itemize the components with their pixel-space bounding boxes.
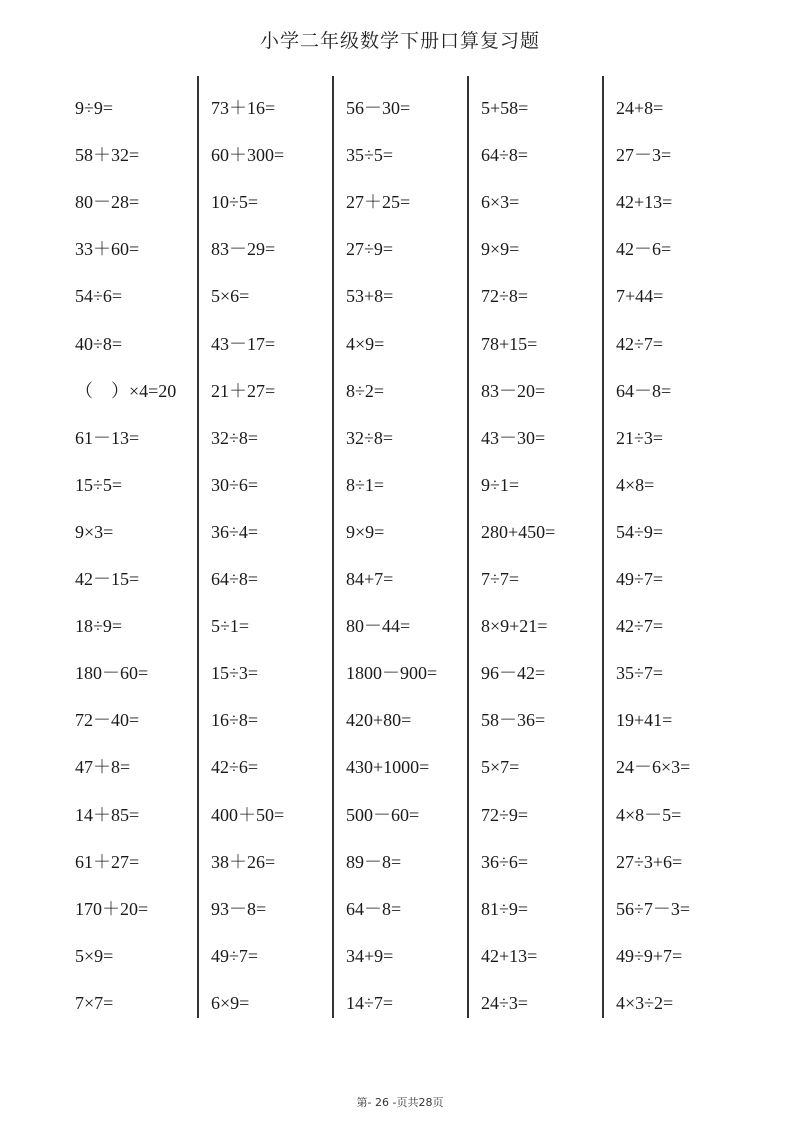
exercise-item: 7×7= [75, 992, 114, 1013]
exercise-item: 38＋26= [211, 851, 276, 872]
exercise-item: 36÷4= [211, 521, 259, 542]
exercise-item: 8×9+21= [481, 616, 548, 637]
exercise-item: 84+7= [346, 569, 394, 589]
exercise-item: 73＋16= [211, 98, 276, 118]
exercise-item: 9÷1= [481, 474, 520, 495]
exercise-item: 1800－900= [346, 663, 438, 684]
exercise-column-5 [603, 84, 739, 1018]
exercise-item: 47＋8= [75, 757, 131, 778]
exercise-item: 96－42= [481, 663, 546, 684]
exercise-item: 30÷6= [211, 474, 259, 495]
page-footer: 第- 26 -页共28页 [356, 1096, 444, 1109]
exercise-item: 6×3= [481, 192, 520, 213]
exercise-item: 56÷7－3= [616, 898, 691, 919]
exercise-item: 72÷9= [481, 804, 529, 825]
exercise-item: 400＋50= [211, 804, 285, 825]
exercise-item: 42÷6= [211, 757, 259, 778]
exercise-item: 58－36= [481, 710, 546, 731]
exercise-item: 4×9= [346, 333, 385, 354]
exercise-item: 6×9= [211, 992, 250, 1013]
exercise-item: 27＋25= [346, 192, 411, 213]
exercise-item: 81÷9= [481, 898, 529, 919]
exercise-item: 34+9= [346, 945, 394, 966]
exercise-item: 24÷3= [481, 992, 529, 1013]
exercise-item: 24－6×3= [616, 757, 691, 778]
exercise-item: 500－60= [346, 804, 420, 825]
exercise-item: 15÷5= [75, 474, 123, 495]
exercise-item: 27－3= [616, 145, 672, 166]
exercise-item: 64÷8= [481, 145, 529, 166]
exercise-item: 21＋27= [211, 380, 276, 401]
exercise-item: 49÷9+7= [616, 945, 683, 966]
exercise-item: 5×7= [481, 757, 520, 778]
exercise-item: 42－15= [75, 569, 140, 589]
exercise-item: 78+15= [481, 333, 538, 354]
exercise-item: 9÷9= [75, 98, 114, 118]
exercise-item: （ ）×4=20 [75, 380, 177, 401]
exercise-item: 24+8= [616, 98, 664, 118]
exercise-item: 7+44= [616, 286, 664, 307]
exercise-item: 16÷8= [211, 710, 259, 731]
exercise-item: 64－8= [616, 380, 672, 401]
exercise-item: 54÷6= [75, 286, 123, 307]
exercise-item: 83－29= [211, 239, 276, 260]
exercise-item: 49÷7= [616, 569, 664, 589]
exercise-item: 420+80= [346, 710, 412, 731]
exercise-item: 60＋300= [211, 145, 285, 166]
exercise-item: 72÷8= [481, 286, 529, 307]
page-title: 小学二年级数学下册口算复习题 [259, 30, 540, 52]
exercise-item: 32÷8= [211, 427, 259, 448]
exercise-item: 42÷7= [616, 616, 664, 637]
exercise-item: 36÷6= [481, 851, 529, 872]
exercise-item: 14＋85= [75, 804, 140, 825]
exercise-column-4 [468, 84, 604, 1018]
exercise-column-1 [62, 84, 198, 1018]
exercise-item: 4×3÷2= [616, 992, 674, 1013]
exercise-item: 180－60= [75, 663, 149, 684]
exercise-item: 72－40= [75, 710, 140, 731]
exercise-item: 9×9= [346, 521, 385, 542]
exercise-item: 27÷3+6= [616, 851, 683, 872]
exercise-item: 53+8= [346, 286, 394, 307]
exercise-item: 27÷9= [346, 239, 394, 260]
exercise-item: 61－13= [75, 427, 140, 448]
exercise-item: 5×9= [75, 945, 114, 966]
exercise-item: 170＋20= [75, 898, 149, 919]
exercise-item: 10÷5= [211, 192, 259, 213]
exercise-item: 35÷7= [616, 663, 664, 684]
exercise-item: 7÷7= [481, 569, 520, 589]
exercise-column-3 [333, 84, 469, 1018]
exercise-item: 42+13= [481, 945, 538, 966]
exercise-item: 64－8= [346, 898, 402, 919]
exercise-item: 89－8= [346, 851, 402, 872]
exercise-item: 5×6= [211, 286, 250, 307]
exercise-column-2 [198, 84, 334, 1018]
exercise-item: 280+450= [481, 521, 556, 542]
exercise-item: 4×8－5= [616, 804, 682, 825]
exercise-item: 19+41= [616, 710, 673, 731]
exercise-item: 64÷8= [211, 569, 259, 589]
exercise-item: 93－8= [211, 898, 267, 919]
exercise-item: 32÷8= [346, 427, 394, 448]
exercise-item: 40÷8= [75, 333, 123, 354]
exercise-item: 42÷7= [616, 333, 664, 354]
exercise-item: 9×3= [75, 521, 114, 542]
exercise-item: 430+1000= [346, 757, 430, 778]
exercise-item: 58＋32= [75, 145, 140, 166]
exercise-item: 42－6= [616, 239, 672, 260]
exercise-item: 42+13= [616, 192, 673, 213]
exercise-item: 43－17= [211, 333, 276, 354]
exercise-grid [62, 84, 742, 1018]
exercise-item: 14÷7= [346, 992, 394, 1013]
exercise-item: 80－28= [75, 192, 140, 213]
exercise-item: 33＋60= [75, 239, 140, 260]
exercise-item: 8÷2= [346, 380, 385, 401]
exercise-item: 43－30= [481, 427, 546, 448]
exercise-item: 18÷9= [75, 616, 123, 637]
exercise-item: 5÷1= [211, 616, 250, 637]
exercise-item: 49÷7= [211, 945, 259, 966]
exercise-item: 54÷9= [616, 521, 664, 542]
exercise-item: 80－44= [346, 616, 411, 637]
exercise-item: 35÷5= [346, 145, 394, 166]
exercise-item: 9×9= [481, 239, 520, 260]
exercise-item: 83－20= [481, 380, 546, 401]
exercise-item: 21÷3= [616, 427, 664, 448]
exercise-item: 61＋27= [75, 851, 140, 872]
exercise-item: 4×8= [616, 474, 655, 495]
exercise-item: 15÷3= [211, 663, 259, 684]
exercise-item: 5+58= [481, 98, 529, 118]
exercise-item: 56－30= [346, 98, 411, 118]
exercise-item: 8÷1= [346, 474, 385, 495]
